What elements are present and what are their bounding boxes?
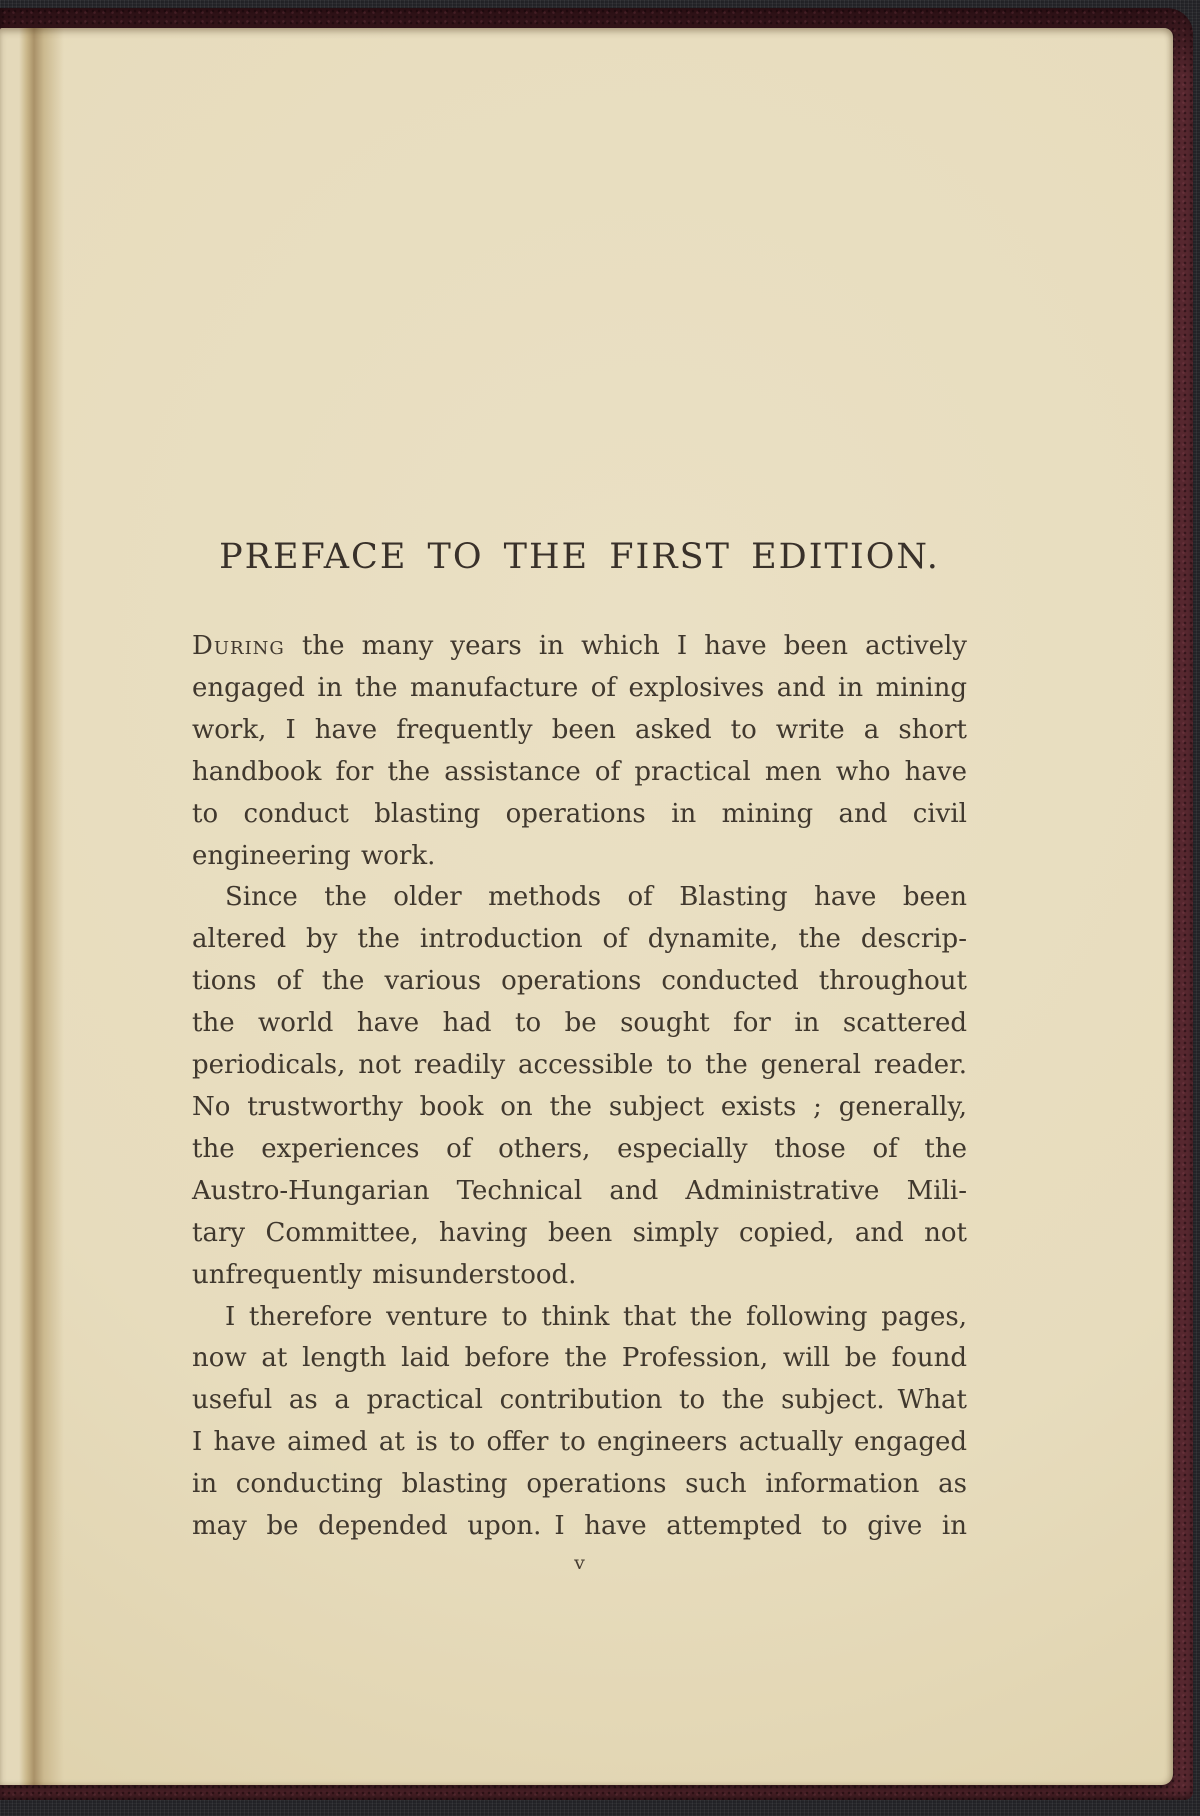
text-line: tary Committee, having been simply copied, and not (192, 1217, 967, 1248)
text-line: periodicals, not readily accessible to the general reader. (192, 1050, 967, 1081)
text-line: altered by the introduction of dynamite, the descrip- (192, 924, 967, 955)
page-number: v (574, 1552, 585, 1574)
text-line: Since the older methods of Blasting have been (225, 882, 967, 913)
text-line: Austro-Hungarian Technical and Administrative Mili- (192, 1175, 967, 1206)
text-line: handbook for the assistance of practical men who have (192, 756, 967, 787)
text-line: work, I have frequently been asked to write a short (192, 714, 967, 745)
text-line (192, 626, 967, 668)
text-line: No trustworthy book on the subject exists ; generally, (192, 1091, 967, 1122)
text-line: I have aimed at is to offer to engineers actually engaged (192, 1427, 967, 1458)
text-line: may be depended upon. I have attempted to give in (192, 1511, 967, 1542)
text-line: to conduct blasting operations in mining and civil (192, 798, 967, 829)
book-page (0, 28, 1173, 1785)
text-line: tions of the various operations conducted throughout (192, 966, 967, 997)
text-line: in conducting blasting operations such information as (192, 1469, 967, 1500)
text-line: now at length laid before the Profession, will be found (192, 1343, 967, 1374)
text-line: engaged in the manufacture of explosives and in mining (192, 672, 967, 703)
text-line: engineering work. (192, 840, 436, 871)
text-segment: the many years in which I have been actively (284, 631, 967, 661)
text-line: useful as a practical contribution to the subject. What (192, 1385, 967, 1416)
text-line: the experiences of others, especially those of the (192, 1133, 967, 1164)
page-title: PREFACE TO THE FIRST EDITION. (219, 537, 940, 577)
preface-text (192, 626, 967, 1548)
text-line: the world have had to be sought for in scattered (192, 1008, 967, 1039)
lead-word: During (192, 631, 285, 661)
text-line: I therefore venture to think that the following pages, (225, 1301, 967, 1332)
text-line: unfrequently misunderstood. (192, 1259, 577, 1290)
